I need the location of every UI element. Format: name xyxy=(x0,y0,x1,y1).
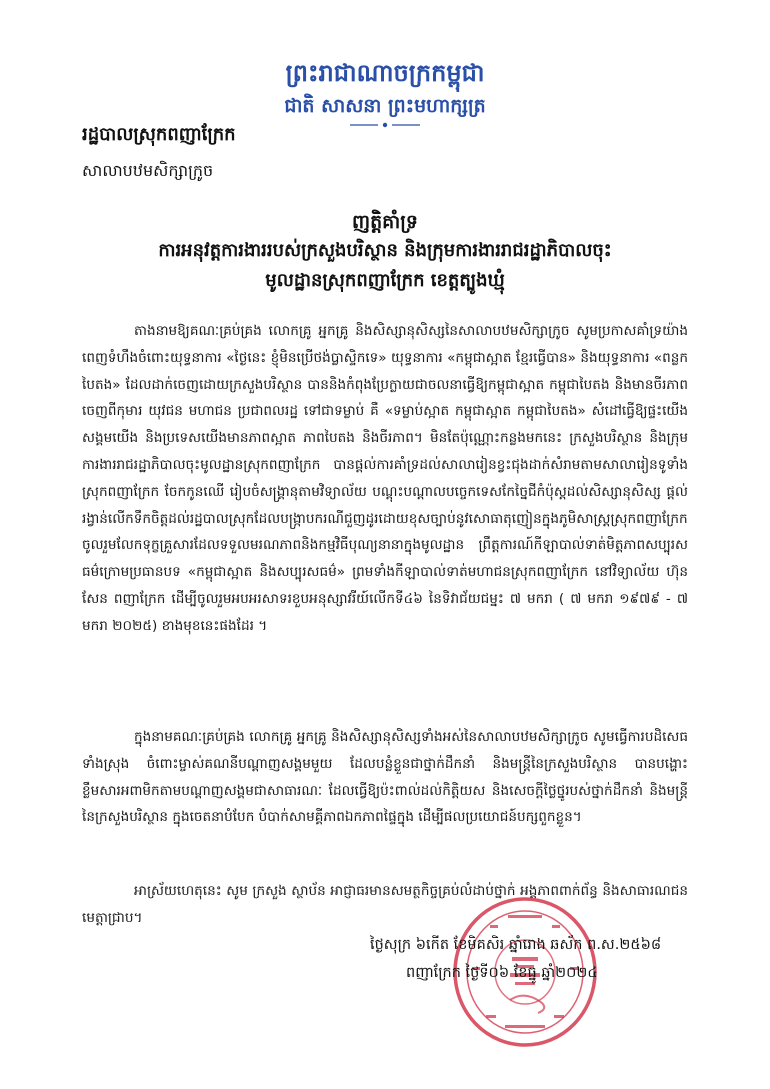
body-paragraph-3: អាស្រ័យហេតុនេះ សូម ក្រសួង ស្ថាប័ន អាជ្ញាធរមានសមត្ថកិច្ចគ្រប់លំដាប់ថ្នាក់ អង្គភាពពាក់ព័ន្ធ និងសាធារណជន មេត្តាជ្រាប។ xyxy=(82,883,688,926)
kingdom-heading: ព្រះរាជាណាចក្រកម្ពុជា xyxy=(285,59,485,87)
divider-ornament xyxy=(350,122,420,128)
document-title: ញត្តិគាំទ្រ xyxy=(352,211,418,233)
document-subtitle-line2: មូលដ្ឋានស្រុកពញាក្រែក ខេត្តត្បូងឃ្មុំ xyxy=(265,270,505,291)
administration-name: រដ្ឋបាលស្រុកពញាក្រែក xyxy=(82,124,236,145)
body-paragraph-1: តាងនាមឱ្យគណៈគ្រប់គ្រង លោកគ្រូ អ្នកគ្រូ និងសិស្សានុសិស្សនៃសាលាបឋមសិក្សាក្រូច សូមប្រកាសគាំទ្រយ៉ាងពេញទំហឹងចំពោះយុទ្ធនាការ «ថ្ងៃនេះ ខ្ញុំមិនប្រើថង់ប្លាស្ទិកទេ» យុទ្ធនាការ «កម្ពុជាស្អាត ខ្មែរធ្វើបាន» និងយុទ្ធនាការ «ពន្លកបៃតង» ដែលដាក់ចេញដោយក្រសួងបរិស្ថាន បាននិងកំពុងប្រែក្លាយជាចលនាធ្វើឱ្យកម្ពុជាស្អាត កម្ពុជាបៃតង និងមានចីរភាព ចេញពីកុមារ យុវជន មហាជន ប្រជាពលរដ្ឋ ទៅជាទម្លាប់ គឺ «ទម្លាប់ស្អាត កម្ពុជាស្អាត កម្ពុជាបៃតង» សំដៅធ្វើឱ្យផ្ទះយើង សង្គមយើង និងប្រទេសយើងមានភាពស្អាត ភាពបៃតង និងចីរភាព។ មិនតែប៉ុណ្ណោះកន្លងមកនេះ ក្រសួងបរិស្ថាន និងក្រុមការងាររាជរដ្ឋាភិបាលចុះមូលដ្ឋានស្រុកពញាក្រែក បានផ្ដល់ការគាំទ្រដល់សាលារៀនខ្វះជុងដាក់សំរាមតាមសាលារៀនទូទាំងស្រុកពញាក្រែក ចែកកូនឈើ រៀបចំសង្គ្រានុតាមវិទ្យាល័យ បណ្ដុះបណ្ដាលបច្ចេកទេសកែច្នៃជីកំប៉ុស្ដដល់សិស្សានុសិស្ស ផ្ដល់រង្វាន់លើកទឹកចិត្តដល់រដ្ឋបាលស្រុកដែលបង្ក្រាបករណីជួញដូរដោយខុសច្បាប់នូវសោធាតុញៀនក្នុងភូមិសាស្ត្រស្រុកពញាក្រែក ចូលរួមលែកទុក្ខគ្រួសារដែលទទួលមរណភាពនិងកម្មវិធីបុណ្យនានាក្នុងមូលដ្ឋាន ព្រឹត្តការណ៍កីឡាបាល់ទាត់មិត្តភាពសប្បុរសធម៌ក្រោមប្រធានបទ «កម្ពុជាស្អាត និងសប្បុរសធម៌» ព្រមទាំងកីឡាបាល់ទាត់មហាជនស្រុកពញាក្រែក នៅវិទ្យាល័យ ហ៊ុន សែន ពញាក្រែក ដើម្បីចូលរួមអបអរសាទរខួបអនុស្សាវរីយ៍លើកទី៤៦ នៃទិវាជ័យជម្នះ ៧ មករា ( ៧ មករា ១៩៧៩ - ៧ មករា ២០២៥) ខាងមុខនេះផងដែរ ។ xyxy=(82,323,688,634)
solar-date: ពញាក្រែក ថ្ងៃទី០៦ ខែធ្នូ ឆ្នាំ២០២៤ xyxy=(406,965,598,981)
lunar-date: ថ្ងៃសុក្រ ៦កើត ខែមិគសិរ ឆ្នាំរោង ឆស័ក ព.ស.២៥៦៨ xyxy=(370,937,662,953)
body-paragraph-2: ក្នុងនាមគណៈគ្រប់គ្រង លោកគ្រូ អ្នកគ្រូ និងសិស្សានុសិស្សទាំងអស់នៃសាលាបឋមសិក្សាក្រូច សូមធ្វើការបដិសេធទាំងស្រុង ចំពោះម្ចាស់គណនីបណ្ដាញសង្គមមួយ ដែលបន្លំខ្លួនជាថ្នាក់ដឹកនាំ និងមន្ត្រីនៃក្រសួងបរិស្ថាន បានបង្ហោះខ្លឹមសារអពាមិកតាមបណ្ដាញសង្គមជាសាធារណៈ ដែលធ្វើឱ្យប៉ះពាល់ដល់កិត្តិយស និងសេចក្ដីថ្លៃថ្នូរបស់ថ្នាក់ដឹកនាំ និងមន្ត្រីនៃក្រសួងបរិស្ថាន ក្នុងចេតនាបំបែក បំបាក់សាមគ្គីភាពឯកភាពផ្ទៃក្នុង ដើម្បីផលប្រយោជន៍បក្សពួកខ្លួន។ xyxy=(82,729,688,826)
document-subtitle-line1: ការអនុវត្តការងាររបស់ក្រសួងបរិស្ថាន និងក្រុមការងាររាជរដ្ឋាភិបាលចុះ xyxy=(158,240,612,261)
national-motto: ជាតិ សាសនា ព្រះមហាក្សត្រ xyxy=(284,95,486,117)
school-name: សាលាបឋមសិក្សាក្រូច xyxy=(82,161,214,180)
